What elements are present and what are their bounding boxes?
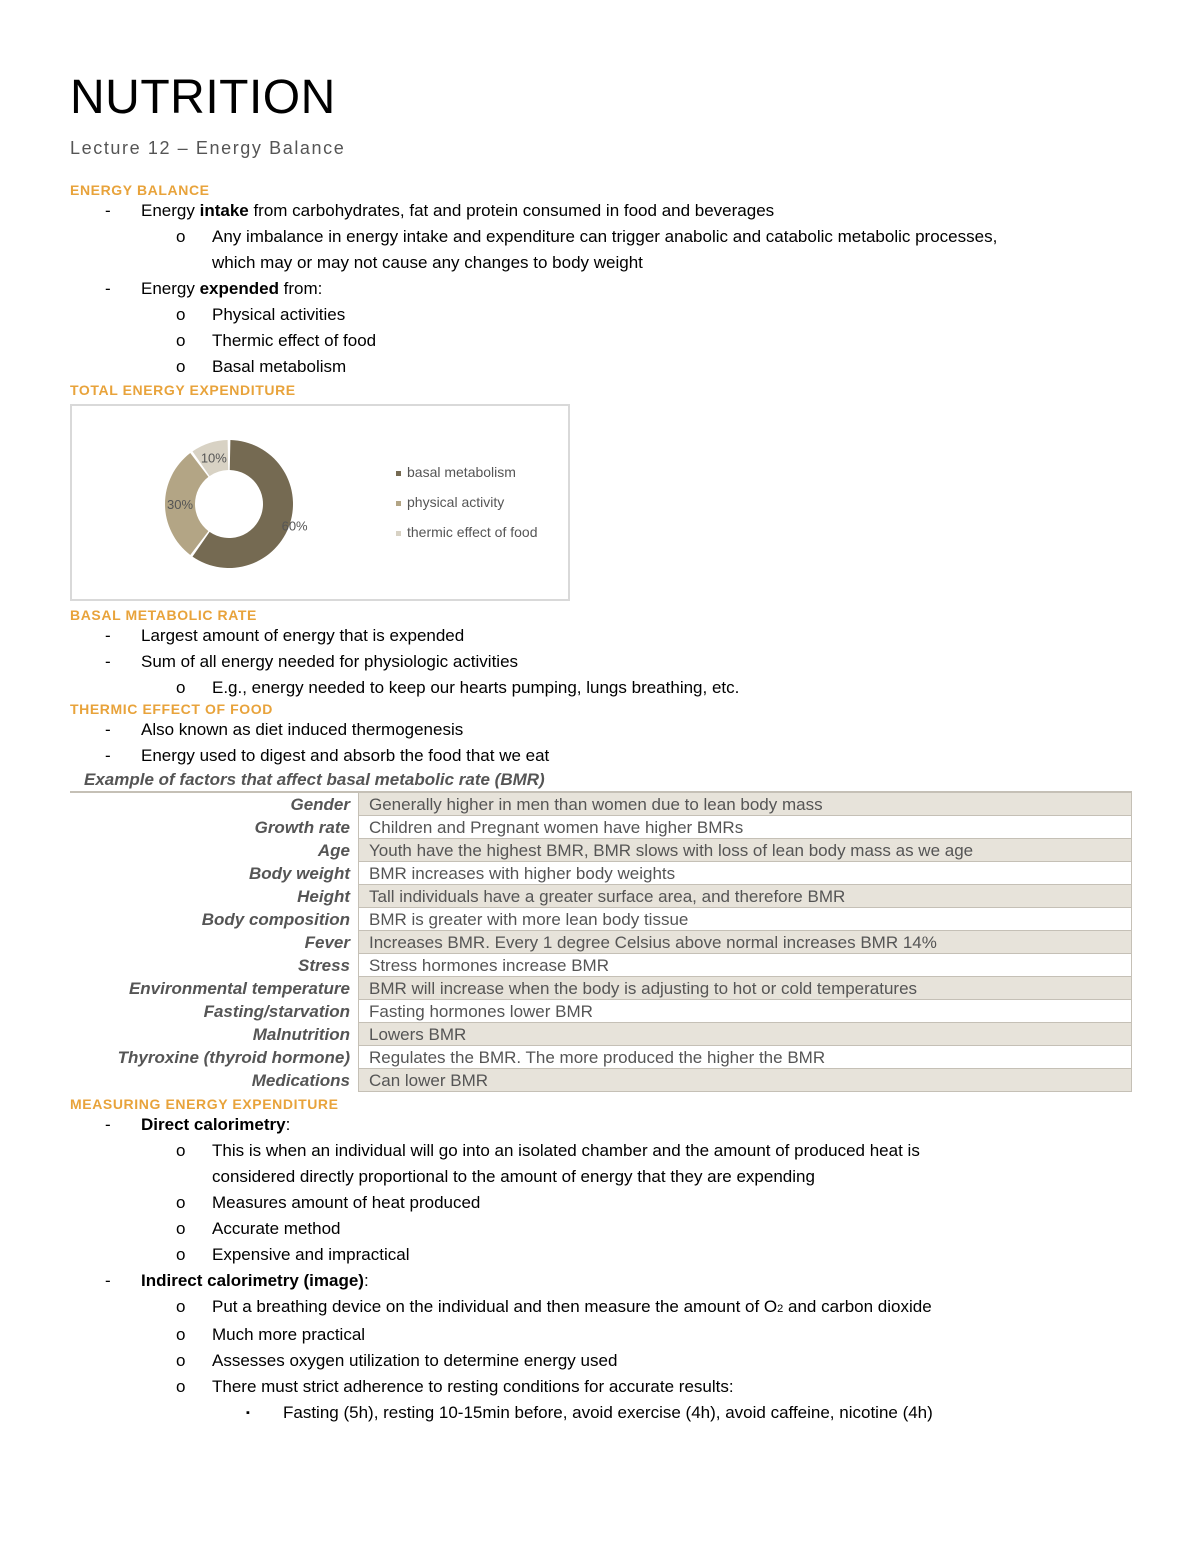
sub-bullet [70,675,1132,701]
text: E.g., energy needed to keep our hearts pumping, lungs breathing, etc. [212,678,740,697]
factor-effect: Fasting hormones lower BMR [359,1000,1132,1023]
text: : [285,1115,291,1134]
factor-name: Medications [251,1070,350,1090]
sub-bullet-continuation [70,250,1132,276]
sub-bullet [70,1322,1132,1348]
bullet [70,649,1132,675]
table-row [70,1046,1132,1069]
text: Measures amount of heat produced [212,1193,481,1212]
bullet-marker: o [176,1377,186,1396]
factor-name: Body composition [201,909,350,929]
text: considered directly proportional to the amount of energy that they are expending [212,1167,815,1186]
bullet-marker: o [176,1351,186,1370]
text: Any imbalance in energy intake and expenditure can trigger anabolic and catabolic metabolic processes, [212,227,998,246]
legend-label: basal metabolism [407,464,516,480]
sub-bullet [70,1374,1132,1400]
sub-bullet [70,1242,1132,1268]
factor-name: Growth rate [254,817,350,837]
data-label: 30% [166,497,194,512]
square-bullet-marker: ▪ [246,1407,250,1419]
table-row [70,1069,1132,1092]
bullet-marker: o [176,357,186,376]
bullet-energy-expended [70,276,1132,302]
text: Energy [141,279,200,298]
bullet-marker: o [176,678,186,697]
factor-effect: Regulates the BMR. The more produced the higher the BMR [359,1046,1132,1069]
factor-effect: Generally higher in men than women due to lean body mass [359,792,1132,816]
data-label: 10% [200,450,227,466]
table-row [70,885,1132,908]
heading-basal-metabolic-rate: BASAL METABOLIC RATE [70,607,257,623]
bullet-marker: o [176,305,186,324]
text: Also known as diet induced thermogenesis [141,720,464,739]
text: Expensive and impractical [212,1245,410,1264]
bullet-marker: o [176,1245,186,1264]
factor-name: Age [317,840,350,860]
bullet-marker: o [176,227,186,246]
text: : [363,1271,369,1290]
bmr-factors-table [70,791,1132,1092]
bullet-indirect-calorimetry [70,1268,1132,1294]
bold-term: intake [199,201,249,220]
legend-swatch [396,501,401,506]
text: Energy [141,201,200,220]
document-page [70,70,1132,1426]
bullet-marker: o [176,1193,186,1212]
document-subtitle: Lecture 12 – Energy Balance [70,138,346,158]
sub-bullet [70,1216,1132,1242]
bullet-marker: o [176,331,186,350]
legend-swatch [396,531,401,536]
data-label: 60% [281,518,308,534]
factor-effect: Children and Pregnant women have higher BMRs [359,816,1132,839]
table-row [70,792,1132,816]
text: and carbon dioxide [783,1297,932,1316]
bullet [70,623,1132,649]
legend-label: thermic effect of food [407,524,538,540]
factor-effect: Stress hormones increase BMR [359,954,1132,977]
factor-effect: Can lower BMR [359,1069,1132,1092]
factor-name: Stress [298,955,350,975]
bullet [70,717,1132,743]
subscript: 2 [777,1303,784,1315]
text: Largest amount of energy that is expended [141,626,465,645]
factor-effect: Youth have the highest BMR, BMR slows with loss of lean body mass as we age [359,839,1132,862]
factor-name: Fever [304,932,350,952]
energy-expenditure-chart [70,404,570,601]
sub-bullet-continuation [70,1164,1132,1190]
text: which may or may not cause any changes to body weight [212,253,643,272]
text: Put a breathing device on the individual and then measure the amount of O [212,1297,778,1316]
text: Thermic effect of food [212,331,377,350]
factor-effect: Lowers BMR [359,1023,1132,1046]
sub-bullet [70,1138,1132,1164]
text: Much more practical [212,1325,366,1344]
table-row [70,839,1132,862]
text: This is when an individual will go into an isolated chamber and the amount of produced heat is [212,1141,920,1160]
sub-bullet [70,224,1132,250]
factor-effect: BMR is greater with more lean body tissue [359,908,1132,931]
table-row [70,977,1132,1000]
bullet-marker: o [176,1219,186,1238]
legend-item [396,464,537,494]
sub-bullet [70,302,1132,328]
legend-item [396,524,537,554]
factor-name: Thyroxine (thyroid hormone) [117,1047,350,1067]
sub-bullet [70,1190,1132,1216]
sub-bullet [70,354,1132,380]
table-row [70,931,1132,954]
document-title: NUTRITION [70,71,336,124]
factor-name: Malnutrition [252,1024,350,1044]
table-row [70,816,1132,839]
factor-effect: Tall individuals have a greater surface area, and therefore BMR [359,885,1132,908]
text: Accurate method [212,1219,341,1238]
table-row [70,1023,1132,1046]
table-caption: Example of factors that affect basal metabolic rate (BMR) [84,770,545,789]
bullet-marker: o [176,1325,186,1344]
bullet-direct-calorimetry [70,1112,1132,1138]
text: from: [278,279,323,298]
bullet-marker: o [176,1297,186,1316]
table-row [70,1000,1132,1023]
text: Energy used to digest and absorb the food that we eat [141,746,550,765]
heading-thermic-effect-of-food: THERMIC EFFECT OF FOOD [70,701,273,717]
legend-label: physical activity [407,494,505,510]
legend-swatch [396,471,401,476]
bold-term: expended [199,279,279,298]
sub-bullet [70,1294,1132,1322]
text: Basal metabolism [212,357,347,376]
heading-total-energy-expenditure: TOTAL ENERGY EXPENDITURE [70,382,296,398]
bullet-energy-intake [70,198,1132,224]
sub-sub-bullet [70,1400,1132,1426]
heading-energy-balance: ENERGY BALANCE [70,182,210,198]
bullet [70,743,1132,769]
legend-item [396,494,537,524]
text: Physical activities [212,305,346,324]
factor-effect: BMR will increase when the body is adjusting to hot or cold temperatures [359,977,1132,1000]
text: Fasting (5h), resting 10-15min before, avoid exercise (4h), avoid caffeine, nicotine (4h) [283,1403,933,1422]
factor-effect: BMR increases with higher body weights [359,862,1132,885]
factor-effect: Increases BMR. Every 1 degree Celsius above normal increases BMR 14% [359,931,1132,954]
text: There must strict adherence to resting conditions for accurate results: [212,1377,734,1396]
bold-term: Direct calorimetry [141,1115,286,1134]
factor-name: Body weight [248,863,350,883]
factor-name: Fasting/starvation [203,1001,350,1021]
bold-term: Indirect calorimetry (image) [141,1271,364,1290]
text: Assesses oxygen utilization to determine energy used [212,1351,618,1370]
table-row [70,908,1132,931]
text: from carbohydrates, fat and protein consumed in food and beverages [248,201,775,220]
sub-bullet [70,328,1132,354]
chart-legend [396,464,537,554]
table-row [70,862,1132,885]
factor-name: Gender [70,792,359,816]
heading-measuring-energy-expenditure: MEASURING ENERGY EXPENDITURE [70,1096,339,1112]
factor-name: Environmental temperature [128,978,350,998]
table-row [70,954,1132,977]
bullet-marker: o [176,1141,186,1160]
text: Sum of all energy needed for physiologic activities [141,652,519,671]
factor-name: Height [297,886,350,906]
sub-bullet [70,1348,1132,1374]
